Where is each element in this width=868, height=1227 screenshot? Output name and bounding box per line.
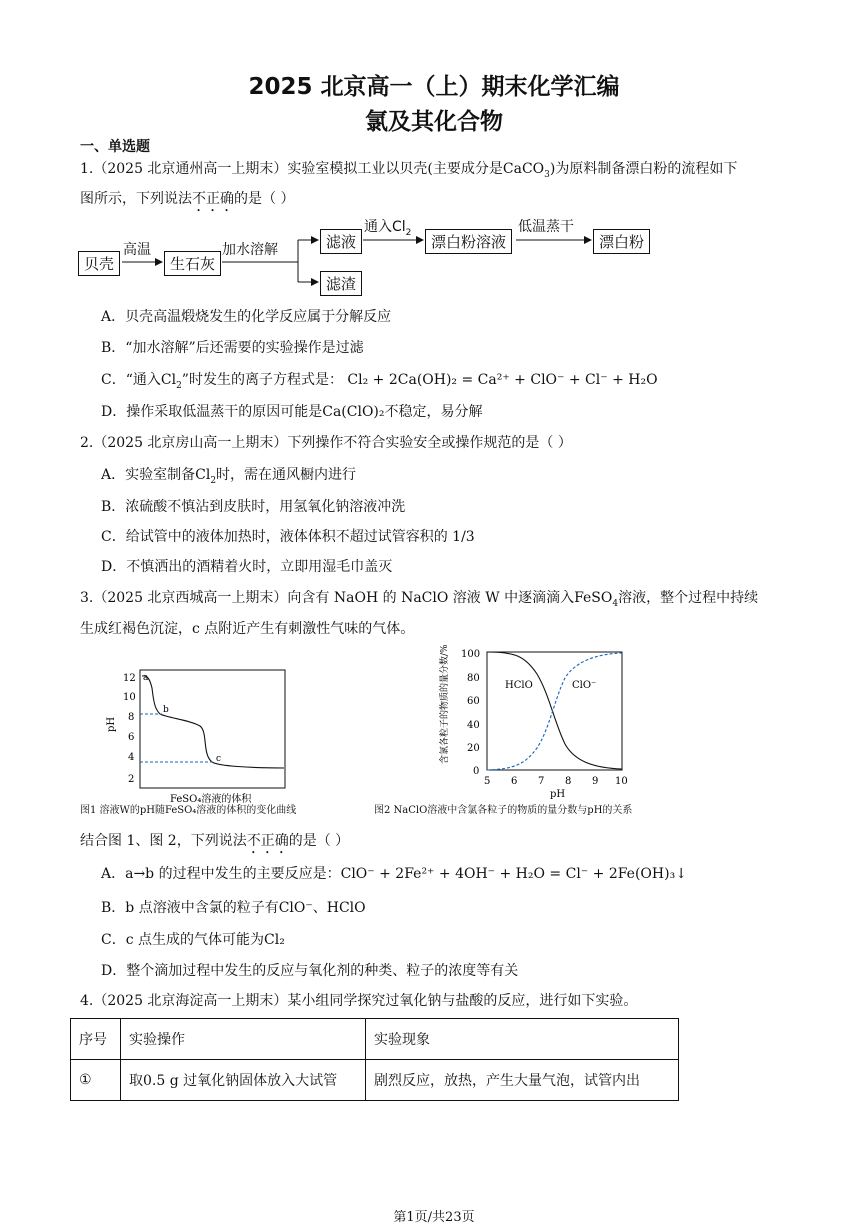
- q1-option-c-equation: Cl₂ + 2Ca(OH)₂ = Ca²⁺ + ClO⁻ + Cl⁻ + H₂O: [347, 372, 658, 388]
- fig1-ytick-6: 6: [128, 732, 135, 743]
- fig2-ytick-80: 80: [467, 673, 480, 684]
- page-title: 2025 北京高一（上）期末化学汇编: [248, 74, 620, 100]
- fig1-ytick-2: 2: [128, 774, 135, 785]
- table-header-cell: 实验现象: [366, 1019, 679, 1060]
- fig2-xtick-5: 5: [484, 776, 491, 787]
- q2-option-d: D．不慎洒出的酒精着火时，立即用湿毛巾盖灭: [101, 559, 393, 575]
- q1-option-c: C．“通入$Cl_2$”时发生的离子方程式是： Cl₂ + 2Ca(OH)₂ = Ca²⁺ + ClO⁻ + Cl⁻ + H₂O: [101, 372, 658, 391]
- flow-label-heat: 高温: [123, 242, 151, 258]
- fig1-point-c: c: [216, 754, 222, 764]
- fig2-clo-curve: [487, 653, 622, 770]
- q3-lead: 结合图 1、图 2，下列说法不正确的是（ ）: [80, 833, 350, 849]
- table-cell: 剧烈反应，放热，产生大量气泡，试管内出: [366, 1060, 679, 1101]
- q3-stem-line2: 生成红褐色沉淀，c 点附近产生有刺激性气味的气体。: [80, 621, 415, 637]
- q3-stem-line1: 3.（2025 北京西城高一上期末）向含有 NaOH 的 NaClO 溶液 W 中逐滴滴入FeSO$_4$溶液，整个过程中持续: [80, 590, 759, 609]
- q3-option-a: A．a→b 的过程中发生的主要反应是：ClO⁻ + 2Fe²⁺ + 4OH⁻ + H₂O = Cl⁻ + 2Fe(OH)₃↓: [101, 866, 687, 882]
- table-row: [71, 1060, 679, 1101]
- fig2-ytick-40: 40: [467, 720, 480, 731]
- fig2-ytick-100: 100: [461, 649, 481, 660]
- fig2-xtick-7: 7: [538, 776, 545, 787]
- fig2-ylabel: 含氯各粒子的物质的量分数/%: [440, 644, 450, 764]
- flow-label-dissolve: 加水溶解: [222, 242, 278, 258]
- fig1-ytick-12: 12: [123, 673, 136, 684]
- fig1-ytick-8: 8: [128, 712, 135, 723]
- fig2-xtick-8: 8: [565, 776, 572, 787]
- fig2-ytick-60: 60: [467, 696, 480, 707]
- fig2-series-hclo: HClO: [505, 680, 533, 691]
- q1-option-d: D．操作采取低温蒸干的原因可能是Ca(ClO)₂不稳定，易分解: [101, 404, 483, 420]
- table-cell: ①: [71, 1060, 121, 1101]
- q1-stem-line2: 图所示，下列说法不正确的是（ ）: [80, 191, 295, 207]
- q2-option-a: A．实验室制备$Cl_2$时，需在通风橱内进行: [101, 467, 357, 486]
- flow-label-chlorine: 通入$Cl_2$: [364, 219, 412, 238]
- flow-box-residue: 滤渣: [320, 271, 362, 296]
- page-subtitle: 氯及其化合物: [365, 109, 503, 135]
- fig1-point-a: a: [143, 673, 149, 683]
- figure-2-plot: [425, 644, 645, 804]
- q4-experiment-table: [70, 1018, 679, 1101]
- fig1-xlabel: FeSO₄溶液的体积: [170, 794, 252, 805]
- q1-negation: 不正确: [192, 191, 234, 207]
- page-footer: 第1页/共23页: [393, 1210, 475, 1225]
- q1-option-b: B．“加水溶解”后还需要的实验操作是过滤: [101, 340, 364, 356]
- flow-box-bleach-solution: 漂白粉溶液: [425, 229, 512, 254]
- fig2-series-clo: ClO⁻: [572, 680, 597, 691]
- flow-box-bleach-powder: 漂白粉: [593, 229, 650, 254]
- flow-box-shell: 贝壳: [78, 251, 120, 276]
- fig1-ylabel: pH: [106, 716, 117, 732]
- fig1-point-b: b: [163, 705, 169, 715]
- fig2-xtick-10: 10: [615, 776, 628, 787]
- flow-box-filtrate: 滤液: [320, 229, 362, 254]
- fig2-xtick-9: 9: [592, 776, 599, 787]
- q2-stem: 2.（2025 北京房山高一上期末）下列操作不符合实验安全或操作规范的是（ ）: [80, 435, 572, 451]
- q3-option-d: D．整个滴加过程中发生的反应与氧化剂的种类、粒子的浓度等有关: [101, 963, 519, 979]
- fig2-hclo-curve: [487, 652, 622, 769]
- q2-option-c: C．给试管中的液体加热时，液体体积不超过试管容积的 1/3: [101, 529, 475, 545]
- figure-1: [90, 658, 310, 812]
- fig1-ytick-4: 4: [128, 752, 135, 763]
- figure-2: [425, 644, 645, 808]
- figure-1-caption: 图1 溶液W的pH随FeSO₄溶液的体积的变化曲线: [80, 805, 297, 816]
- table-header-cell: 序号: [71, 1019, 121, 1060]
- figure-2-caption: 图2 NaClO溶液中含氯各粒子的物质的量分数与pH的关系: [374, 805, 633, 816]
- table-header-row: [71, 1019, 679, 1060]
- fig1-ph-curve: [142, 676, 284, 768]
- table-cell: 取0.5 g 过氧化钠固体放入大试管: [121, 1060, 366, 1101]
- table-header-cell: 实验操作: [121, 1019, 366, 1060]
- section-heading: 一、单选题: [80, 139, 150, 155]
- fig2-ytick-20: 20: [467, 743, 480, 754]
- flow-label-dry: 低温蒸干: [518, 219, 574, 235]
- q3-option-a-equation: ClO⁻ + 2Fe²⁺ + 4OH⁻ + H₂O = Cl⁻ + 2Fe(OH)₃↓: [340, 866, 687, 882]
- fig1-ytick-10: 10: [123, 692, 136, 703]
- q1-stem-line1: 1.（2025 北京通州高一上期末）实验室模拟工业以贝壳(主要成分是CaCO$_3$)为原料制备漂白粉的流程如下: [80, 161, 738, 180]
- fig2-xtick-6: 6: [511, 776, 518, 787]
- q2-option-b: B．浓硫酸不慎沾到皮肤时，用氢氧化钠溶液冲洗: [101, 499, 406, 515]
- flow-box-quicklime: 生石灰: [164, 251, 221, 276]
- fig2-ytick-0: 0: [473, 766, 480, 777]
- q1-option-a: A．贝壳高温煅烧发生的化学反应属于分解反应: [101, 309, 392, 325]
- fig2-xlabel: pH: [550, 789, 566, 800]
- q3-negation: 不正确: [246, 833, 289, 849]
- q3-option-c: C．c 点生成的气体可能为Cl₂: [101, 932, 285, 948]
- q3-option-b: B．b 点溶液中含氯的粒子有ClO⁻、HClO: [101, 900, 366, 916]
- q4-stem: 4.（2025 北京海淀高一上期末）某小组同学探究过氧化钠与盐酸的反应，进行如下实验。: [80, 993, 638, 1009]
- figure-1-plot: [90, 658, 310, 808]
